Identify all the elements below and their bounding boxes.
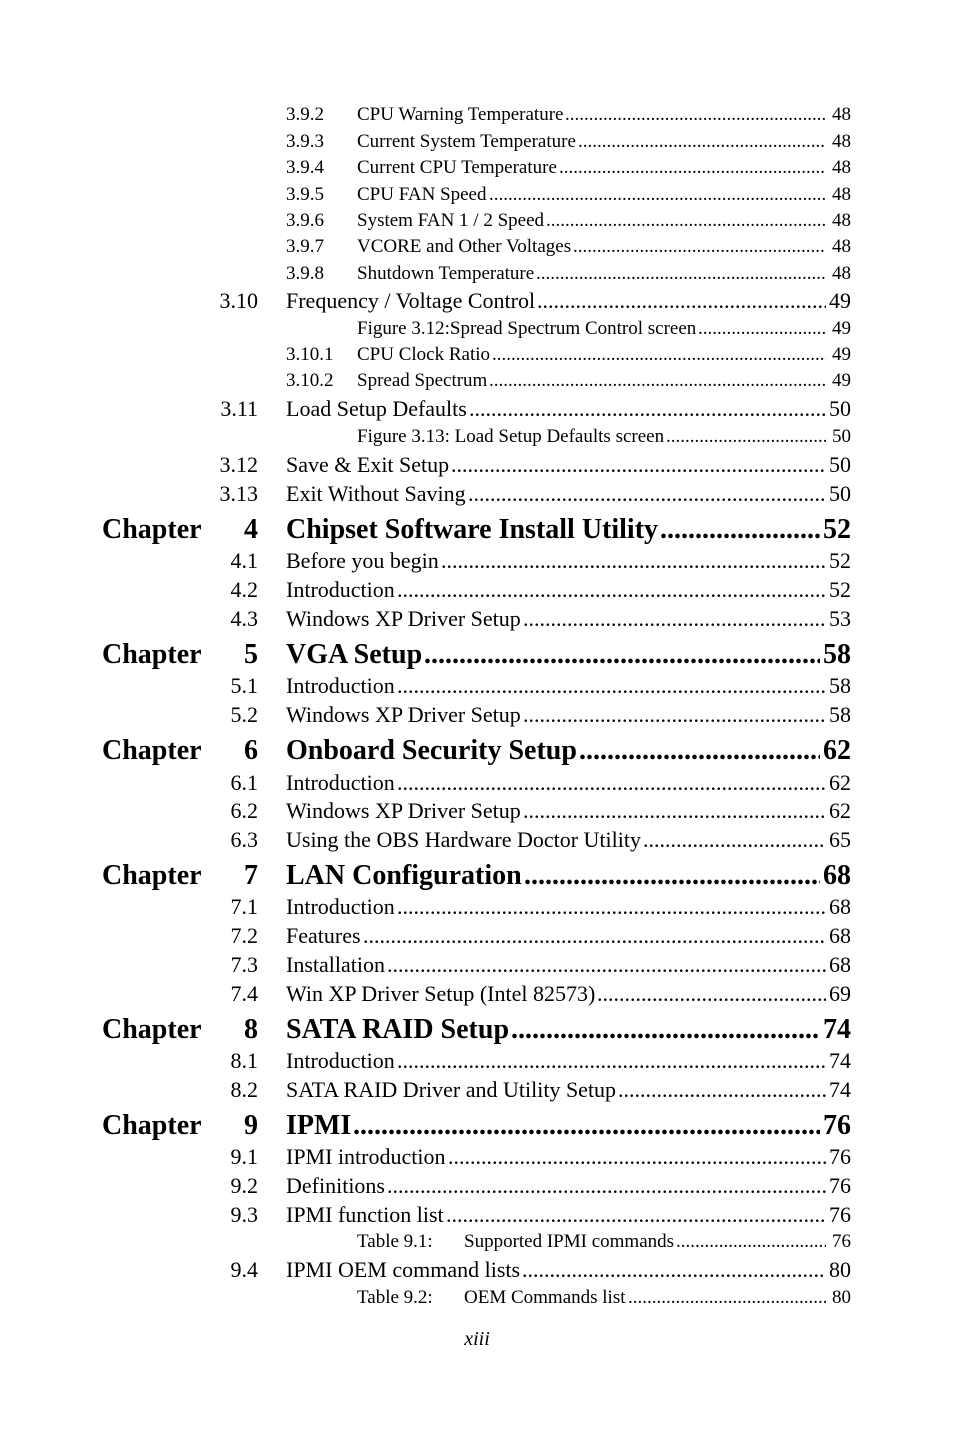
dot-leader [578,129,826,155]
section-number: 3.9.2 [286,104,324,125]
toc-entry-sub[interactable] [0,234,954,260]
dot-leader [469,395,826,423]
toc-entry-sec[interactable] [0,797,954,825]
page-number-footer: xiii [464,1328,490,1350]
page-number: 80 [832,1287,851,1308]
caption-label: Figure 3.13: Load Setup Defaults screen [357,426,665,447]
dot-leader [524,859,820,893]
page-number: 76 [823,1110,851,1141]
section-number: 3.9.6 [286,210,324,231]
dot-leader [489,182,826,208]
entry-title: Introduction [286,770,395,795]
toc-entry-ch[interactable] [0,734,954,768]
entry-title: Frequency / Voltage Control [286,288,536,313]
chapter-number: 6 [244,735,258,766]
dot-leader [565,102,826,128]
entry-title: Save & Exit Setup [286,452,450,477]
section-number: 3.9.8 [286,263,324,284]
toc-entry-ch[interactable] [0,513,954,547]
caption-label: Table 9.2: [357,1287,433,1308]
page-number: 68 [823,860,851,891]
section-number: 9.4 [230,1257,258,1282]
entry-title: CPU Warning Temperature [357,104,564,125]
chapter-word: Chapter [102,735,202,766]
entry-title: Supported IPMI commands [464,1231,675,1252]
entry-title: CPU FAN Speed [357,184,487,205]
toc-entry-sec[interactable] [0,287,954,315]
toc-entry-sec[interactable] [0,1076,954,1104]
page-number: 48 [832,184,851,205]
toc-entry-fig[interactable] [0,1285,954,1311]
dot-leader [536,261,826,287]
toc-entry-sec[interactable] [0,576,954,604]
section-number: 7.2 [230,923,258,948]
entry-title: Exit Without Saving [286,481,466,506]
page-number: 74 [823,1014,851,1045]
toc-entry-sec[interactable] [0,547,954,575]
page-number: 74 [829,1048,851,1073]
dot-leader [448,1143,826,1171]
entry-title: Win XP Driver Setup (Intel 82573) [286,981,596,1006]
section-number: 9.3 [230,1202,258,1227]
section-number: 6.3 [230,827,258,852]
section-number: 5.2 [230,702,258,727]
toc-entry-sub[interactable] [0,155,954,181]
section-number: 3.13 [219,481,258,506]
dot-leader [660,513,820,547]
page-number: 62 [823,735,851,766]
entry-title: Windows XP Driver Setup [286,798,521,823]
section-number: 7.4 [230,981,258,1006]
caption-label: Figure 3.12:Spread Spectrum Control screen [357,318,697,339]
chapter-number: 5 [244,639,258,670]
page-number: 48 [832,210,851,231]
entry-title: IPMI introduction [286,1144,446,1169]
caption-label: Table 9.1: [357,1231,433,1252]
toc-entry-fig[interactable] [0,316,954,342]
toc-entry-sub[interactable] [0,342,954,368]
toc-entry-sec[interactable] [0,980,954,1008]
entry-title: LAN Configuration [286,860,522,891]
page-number: 50 [829,481,851,506]
chapter-number: 4 [244,514,258,545]
toc-entry-sec[interactable] [0,1047,954,1075]
page-number: 49 [829,288,851,313]
toc-entry-sub[interactable] [0,129,954,155]
toc-entry-ch[interactable] [0,1013,954,1047]
chapter-word: Chapter [102,860,202,891]
dot-leader [424,638,820,672]
section-number: 3.10 [219,288,258,313]
entry-title: Introduction [286,577,395,602]
page-number: 76 [829,1144,851,1169]
dot-leader [397,576,826,604]
section-number: 8.2 [230,1077,258,1102]
page-number: 62 [829,798,851,823]
toc-entry-sub[interactable] [0,368,954,394]
chapter-word: Chapter [102,639,202,670]
section-number: 6.1 [230,770,258,795]
section-number: 3.11 [220,396,258,421]
toc-entry-ch[interactable] [0,638,954,672]
entry-title: Current System Temperature [357,131,576,152]
toc-entry-sec[interactable] [0,1201,954,1229]
toc-entry-sub[interactable] [0,182,954,208]
section-number: 4.2 [230,577,258,602]
dot-leader [492,342,826,368]
toc-entry-sub[interactable] [0,261,954,287]
dot-leader [597,980,826,1008]
toc-entry-fig[interactable] [0,424,954,450]
toc-entry-sec[interactable] [0,893,954,921]
page-number: 68 [829,952,851,977]
section-number: 4.1 [230,548,258,573]
dot-leader [387,951,826,979]
entry-title: Load Setup Defaults [286,396,467,421]
page-number: 50 [829,396,851,421]
section-number: 3.10.1 [286,344,334,365]
entry-title: CPU Clock Ratio [357,344,491,365]
page-number: 48 [832,263,851,284]
entry-title: Spread Spectrum [357,370,488,391]
dot-leader [441,547,826,575]
section-number: 8.1 [230,1048,258,1073]
toc-entry-sub[interactable] [0,208,954,234]
page-number: 68 [829,894,851,919]
entry-title: OEM Commands list [464,1287,626,1308]
dot-leader [523,701,826,729]
dot-leader [353,1109,820,1143]
dot-leader [537,287,826,315]
section-number: 5.1 [230,673,258,698]
entry-title: Onboard Security Setup [286,735,577,766]
dot-leader [546,208,826,234]
dot-leader [579,734,820,768]
entry-title: SATA RAID Driver and Utility Setup [286,1077,617,1102]
page-number: 52 [829,548,851,573]
page-number: 49 [832,370,851,391]
entry-title: Introduction [286,894,395,919]
dot-leader [666,424,826,450]
page-number: 48 [832,157,851,178]
chapter-number: 7 [244,860,258,891]
page-number: 58 [823,639,851,670]
section-number: 4.3 [230,606,258,631]
page-number: 58 [829,702,851,727]
chapter-number: 8 [244,1014,258,1045]
page-number: 65 [829,827,851,852]
page-number: 48 [832,104,851,125]
page-number: 74 [829,1077,851,1102]
entry-title: Current CPU Temperature [357,157,557,178]
page-number: 52 [823,514,851,545]
section-number: 7.3 [230,952,258,977]
dot-leader [363,922,826,950]
dot-leader [397,769,826,797]
toc-entry-sub[interactable] [0,102,954,128]
toc-entry-sec[interactable] [0,826,954,854]
toc-entry-sec[interactable] [0,605,954,633]
section-number: 6.2 [230,798,258,823]
dot-leader [523,797,826,825]
entry-title: SATA RAID Setup [286,1014,510,1045]
entry-title: VGA Setup [286,639,423,670]
toc-entry-sec[interactable] [0,395,954,423]
toc-entry-ch[interactable] [0,859,954,893]
entry-title: Features [286,923,361,948]
dot-leader [397,1047,826,1075]
section-number: 3.12 [219,452,258,477]
toc-entry-sec[interactable] [0,1143,954,1171]
toc-entry-sec[interactable] [0,1256,954,1284]
toc-entry-sec[interactable] [0,1172,954,1200]
dot-leader [511,1013,820,1047]
toc-entry-sec[interactable] [0,951,954,979]
dot-leader [628,1285,826,1311]
toc-entry-sec[interactable] [0,769,954,797]
chapter-word: Chapter [102,1110,202,1141]
section-number: 9.2 [230,1173,258,1198]
toc-entry-sec[interactable] [0,922,954,950]
dot-leader [522,1256,826,1284]
page-number: 50 [832,426,851,447]
section-number: 3.9.3 [286,131,324,152]
chapter-word: Chapter [102,1014,202,1045]
section-number: 3.9.7 [286,236,324,257]
dot-leader [489,368,826,394]
dot-leader [676,1229,826,1255]
entry-title: Before you begin [286,548,439,573]
section-number: 7.1 [230,894,258,919]
dot-leader [397,893,826,921]
page-number: 76 [832,1231,851,1252]
page-number: 48 [832,131,851,152]
entry-title: Definitions [286,1173,385,1198]
dot-leader [446,1201,826,1229]
dot-leader [397,672,826,700]
toc-entry-sec[interactable] [0,701,954,729]
dot-leader [387,1172,826,1200]
page-number: 76 [829,1202,851,1227]
page-number: 49 [832,344,851,365]
entry-title: Shutdown Temperature [357,263,535,284]
dot-leader [643,826,826,854]
page-number: 49 [832,318,851,339]
entry-title: Introduction [286,1048,395,1073]
toc-entry-ch[interactable] [0,1109,954,1143]
page-number: 48 [832,236,851,257]
page-number: 68 [829,923,851,948]
section-number: 3.10.2 [286,370,334,391]
chapter-number: 9 [244,1110,258,1141]
dot-leader [618,1076,826,1104]
dot-leader [698,316,826,342]
page-number: 53 [829,606,851,631]
entry-title: Using the OBS Hardware Doctor Utility [286,827,641,852]
dot-leader [573,234,826,260]
page-number: 62 [829,770,851,795]
section-number: 3.9.4 [286,157,324,178]
page-number: 80 [829,1257,851,1282]
section-number: 9.1 [230,1144,258,1169]
entry-title: IPMI [286,1110,352,1141]
toc-entry-sec[interactable] [0,451,954,479]
page-number: 52 [829,577,851,602]
dot-leader [451,451,826,479]
entry-title: Chipset Software Install Utility [286,514,659,545]
toc-entry-fig[interactable] [0,1229,954,1255]
entry-title: IPMI function list [286,1202,444,1227]
entry-title: Windows XP Driver Setup [286,606,521,631]
entry-title: IPMI OEM command lists [286,1257,521,1282]
page-number: 76 [829,1173,851,1198]
entry-title: Windows XP Driver Setup [286,702,521,727]
entry-title: Introduction [286,673,395,698]
dot-leader [559,155,826,181]
entry-title: VCORE and Other Voltages [357,236,572,257]
page-number: 58 [829,673,851,698]
chapter-word: Chapter [102,514,202,545]
entry-title: System FAN 1 / 2 Speed [357,210,545,231]
page-number: 69 [829,981,851,1006]
page-number: 50 [829,452,851,477]
dot-leader [468,480,826,508]
toc-entry-sec[interactable] [0,480,954,508]
entry-title: Installation [286,952,385,977]
dot-leader [523,605,826,633]
section-number: 3.9.5 [286,184,324,205]
toc-entry-sec[interactable] [0,672,954,700]
